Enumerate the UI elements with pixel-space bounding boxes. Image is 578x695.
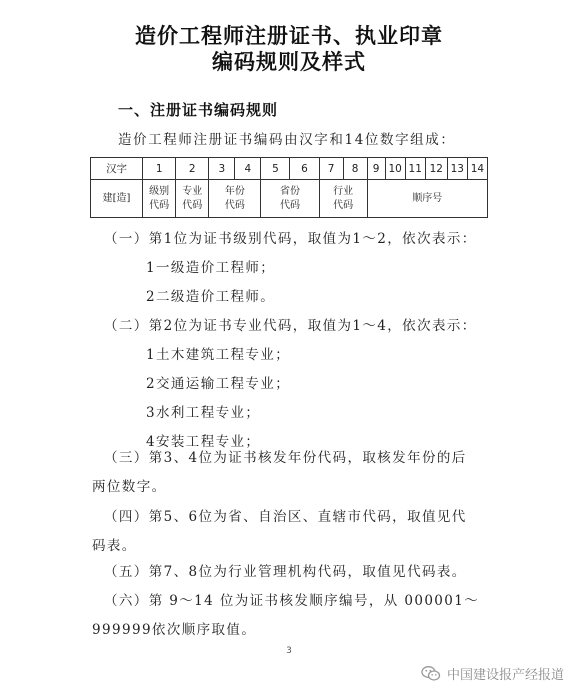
- paragraph-province-cont: 码表。: [92, 538, 137, 554]
- paragraph-year-cont: 两位数字。: [92, 479, 167, 495]
- table-cell: 14: [467, 158, 487, 180]
- paragraph-specialty: （二）第2位为证书专业代码，取值为1～4，依次表示：: [104, 318, 477, 334]
- table-cell-province-code: [261, 180, 319, 218]
- table-cell: 4: [235, 158, 261, 180]
- document-title-line2: 编码规则及样式: [212, 50, 366, 74]
- paragraph-sequence: （六）第 9～14 位为证书核发顺序编号，从 000001～: [104, 593, 480, 609]
- list-item: 2二级造价工程师。: [146, 289, 276, 305]
- paragraph-sequence-cont: 999999依次顺序取值。: [92, 622, 257, 638]
- table-cell: 13: [447, 158, 467, 180]
- table-cell: 8: [343, 158, 367, 180]
- table-cell: 7: [319, 158, 343, 180]
- document-title-line1: 造价工程师注册证书、执业印章: [135, 24, 443, 48]
- table-cell: 汉字: [91, 158, 143, 180]
- section-intro: 造价工程师注册证书编码由汉字和14位数字组成：: [118, 132, 456, 148]
- watermark-text: 中国建设报产经报道: [446, 668, 564, 683]
- list-item: 3水利工程专业；: [146, 405, 261, 421]
- table-cell: 10: [385, 158, 405, 180]
- cell-text-line: 代码: [182, 199, 203, 211]
- list-item: 1土木建筑工程专业；: [146, 347, 291, 363]
- cell-text-line: 代码: [224, 199, 245, 211]
- page-number: 3: [286, 646, 292, 656]
- section-heading: 一、注册证书编码规则: [118, 101, 279, 119]
- cell-text-line: 代码: [149, 199, 170, 211]
- table-row-positions: [91, 158, 488, 180]
- paragraph-province: （四）第5、6位为省、自治区、直辖市代码，取值见代: [104, 509, 467, 525]
- paragraph-year: （三）第3、4位为证书核发年份代码，取核发年份的后: [104, 450, 467, 466]
- cell-text-line: 年份: [224, 185, 245, 197]
- cell-text-line: 代码: [333, 199, 354, 211]
- wechat-icon: [421, 665, 441, 682]
- cell-text-line: 省份: [279, 185, 300, 197]
- cell-text-line: 级别: [149, 185, 170, 197]
- table-cell-level-code: [143, 180, 176, 218]
- table-cell: 9: [367, 158, 385, 180]
- cell-text-line: 专业: [182, 185, 203, 197]
- list-item: 4安装工程专业；: [146, 434, 261, 450]
- cell-text-line: 代码: [279, 199, 300, 211]
- table-cell-prefix: 建[造]: [91, 180, 143, 218]
- code-structure-table: [90, 157, 488, 218]
- paragraph-industry: （五）第7、8位为行业管理机构代码，取值见代码表。: [104, 564, 467, 580]
- watermark: [421, 664, 564, 683]
- table-cell: 5: [261, 158, 290, 180]
- list-item: 1一级造价工程师；: [146, 260, 276, 276]
- paragraph-level: （一）第1位为证书级别代码，取值为1～2，依次表示：: [104, 231, 477, 247]
- table-cell: 6: [290, 158, 319, 180]
- table-cell: 2: [176, 158, 209, 180]
- table-cell-sequence-number: 顺序号: [367, 180, 487, 218]
- table-cell: 1: [143, 158, 176, 180]
- table-cell-industry-code: [319, 180, 367, 218]
- cell-text-line: 行业: [333, 185, 354, 197]
- table-cell: 12: [425, 158, 447, 180]
- table-cell-year-code: [209, 180, 261, 218]
- table-cell: 3: [209, 158, 235, 180]
- table-cell: 11: [405, 158, 425, 180]
- table-cell-specialty-code: [176, 180, 209, 218]
- list-item: 2交通运输工程专业；: [146, 376, 291, 392]
- table-row-meanings: [91, 180, 488, 218]
